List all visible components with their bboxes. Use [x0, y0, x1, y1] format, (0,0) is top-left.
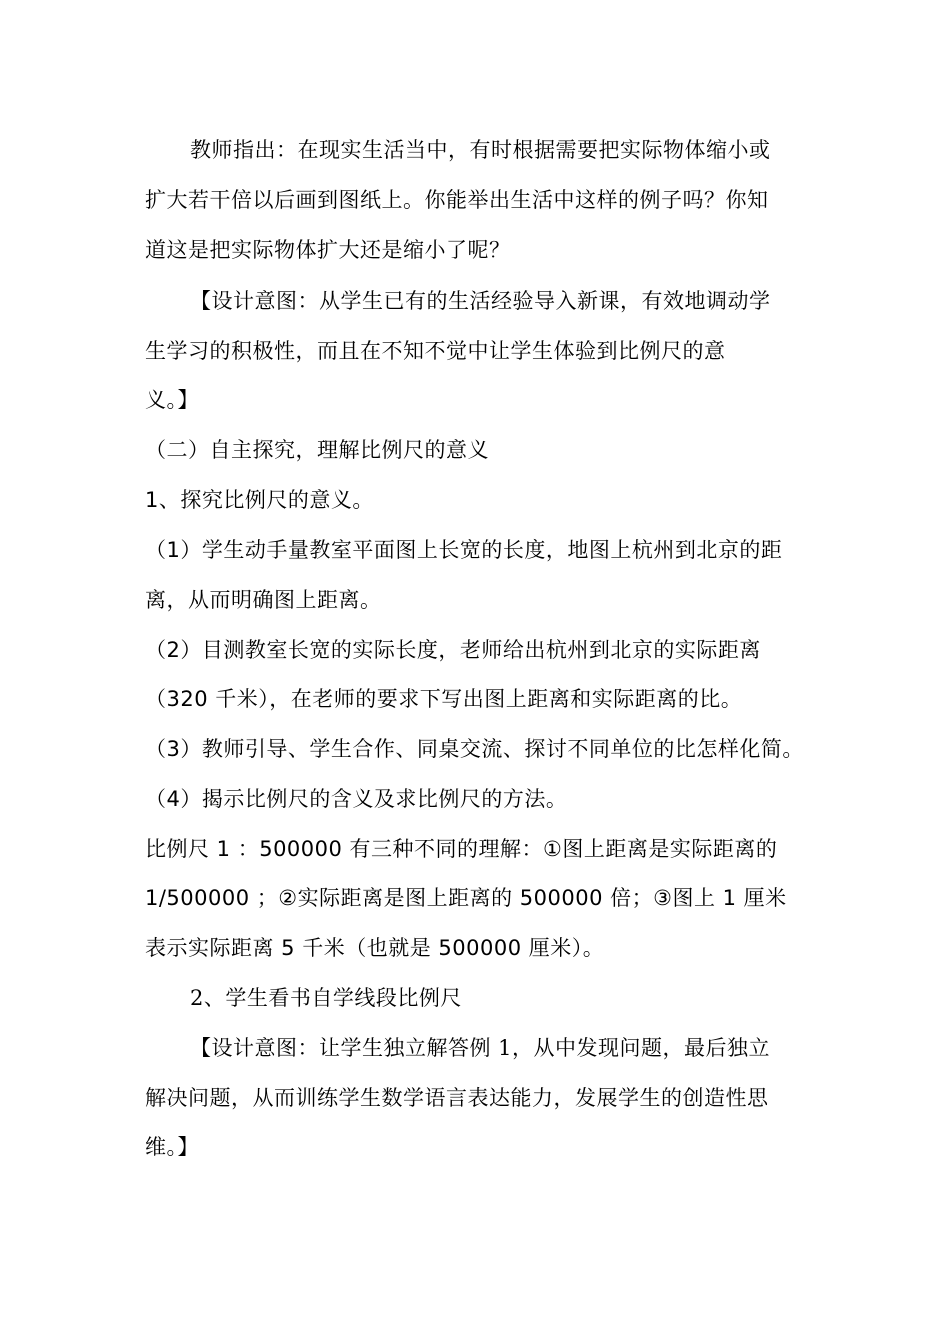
step-4-line: （4）揭示比例尺的含义及求比例尺的方法。	[145, 787, 568, 811]
design-intent-2-line-3: 维。】	[145, 1135, 199, 1159]
scale-explanation-line-2: 1/500000 ；②实际距离是图上距离的 500000 倍；③图上 1 厘米	[145, 886, 787, 910]
design-intent-2-line-1: 【设计意图：让学生独立解答例 1，从中发现问题，最后独立	[190, 1036, 771, 1060]
design-intent-line-2: 生学习的积极性，而且在不知不觉中让学生体验到比例尺的意	[145, 339, 726, 363]
step-1-line-2: 离，从而明确图上距离。	[145, 588, 382, 612]
paragraph-line-3: 道这是把实际物体扩大还是缩小了呢？	[145, 238, 511, 262]
subsection-heading: 1、探究比例尺的意义。	[145, 488, 374, 512]
step-1-line-1: （1）学生动手量教室平面图上长宽的长度，地图上杭州到北京的距	[145, 538, 783, 562]
design-intent-line-3: 义。】	[145, 388, 199, 412]
paragraph-line-2: 扩大若干倍以后画到图纸上。你能举出生活中这样的例子吗？你知	[145, 188, 769, 212]
scale-explanation-line-1: 比例尺 1 ：500000 有三种不同的理解：①图上距离是实际距离的	[145, 837, 778, 861]
design-intent-line-1: 【设计意图：从学生已有的生活经验导入新课，有效地调动学	[190, 289, 771, 313]
design-intent-2-line-2: 解决问题，从而训练学生数学语言表达能力，发展学生的创造性思	[145, 1086, 769, 1110]
self-study-heading: 2、学生看书自学线段比例尺	[190, 986, 462, 1010]
scale-explanation-line-3: 表示实际距离 5 千米（也就是 500000 厘米）。	[145, 936, 605, 960]
section-heading: （二）自主探究，理解比例尺的意义	[145, 438, 489, 462]
step-2-line-1: （2）目测教室长宽的实际长度，老师给出杭州到北京的实际距离	[145, 638, 761, 662]
step-2-line-2: （320 千米），在老师的要求下写出图上距离和实际距离的比。	[145, 687, 743, 711]
paragraph-line-1: 教师指出：在现实生活当中，有时根据需要把实际物体缩小或	[190, 138, 771, 162]
step-3-line: （3）教师引导、学生合作、同桌交流、探讨不同单位的比怎样化简。	[145, 737, 804, 761]
